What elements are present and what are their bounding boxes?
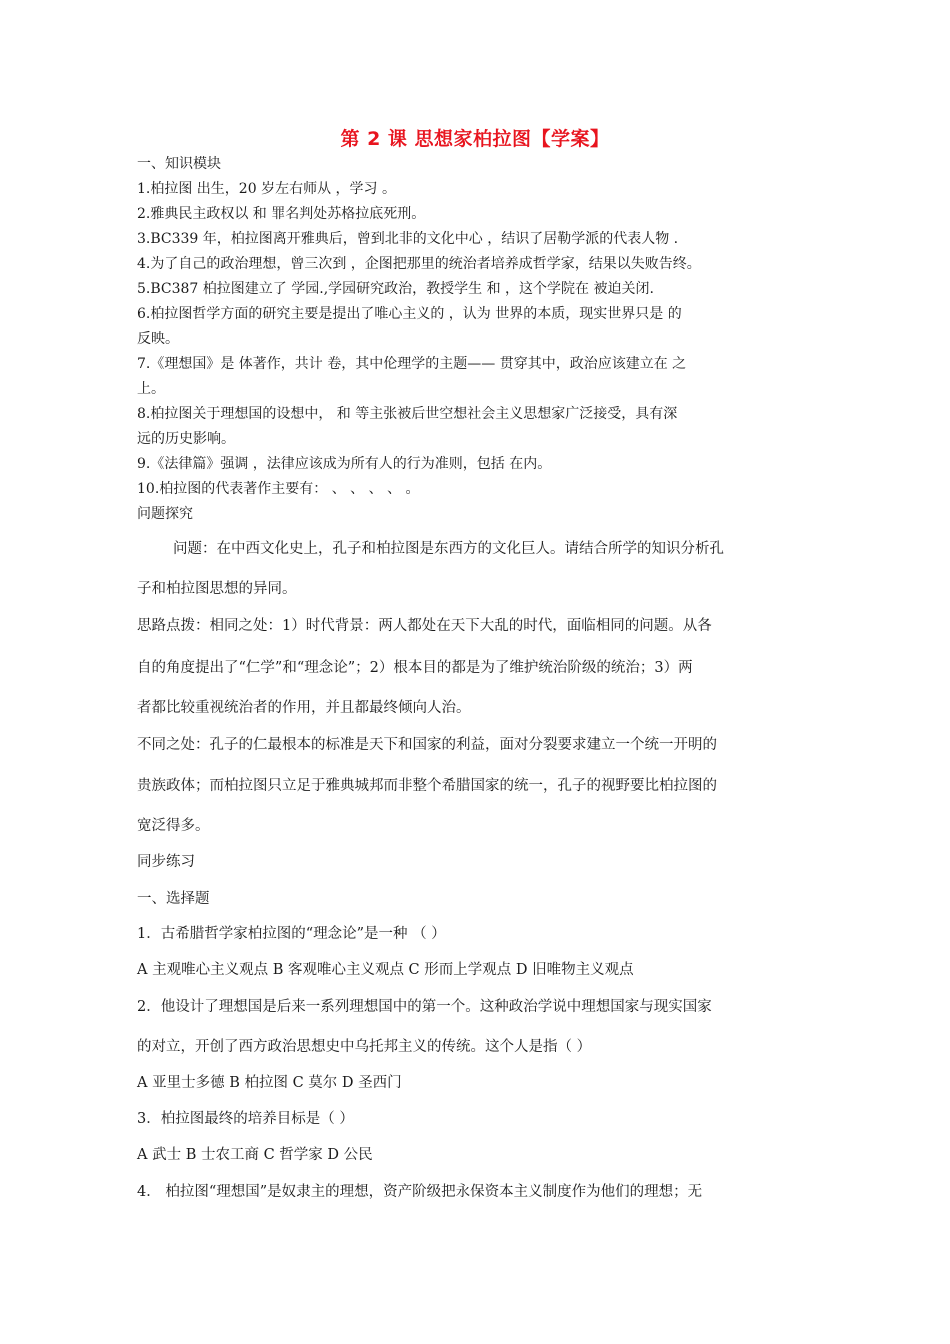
question-line: 3．柏拉图最终的培养目标是（ ） [137, 1111, 354, 1127]
knowledge-line: 10.柏拉图的代表著作主要有： 、 、 、 、 。 [137, 481, 420, 497]
knowledge-module [137, 152, 813, 527]
knowledge-line: 4.为了自己的政治理想，曾三次到 ，企图把那里的统治者培养成哲学家，结果以失败告终。 [137, 256, 701, 272]
knowledge-line: 3.BC339 年，柏拉图离开雅典后，曾到北非的文化中心 ，结识了居勒学派的代表人物 . [137, 231, 679, 247]
question-text-cont: 子和柏拉图思想的异同。 [137, 581, 297, 597]
hint-line: 思路点拨：相同之处：1）时代背景：两人都处在天下大乱的时代，面临相同的问题。从各 [137, 618, 712, 634]
knowledge-line: 上。 [137, 381, 165, 397]
question-line: A 主观唯心主义观点 B 客观唯心主义观点 C 形而上学观点 D 旧唯物主义观点 [137, 962, 634, 978]
knowledge-line: 9.《法律篇》强调 ，法律应该成为所有人的行为准则，包括 在内。 [137, 456, 552, 472]
knowledge-line: 2.雅典民主政权以 和 罪名判处苏格拉底死刑。 [137, 206, 426, 222]
question-line: 4． 柏拉图“理想国”是奴隶主的理想，资产阶级把永保资本主义制度作为他们的理想；无 [137, 1184, 703, 1200]
choice-heading: 一、选择题 [137, 891, 210, 907]
knowledge-line: 6.柏拉图哲学方面的研究主要是提出了唯心主义的 ，认为 世界的本质，现实世界只是 的 [137, 306, 682, 322]
knowledge-line: 7.《理想国》是 体著作，共计 卷，其中伦理学的主题—— 贯穿其中，政治应该建立在 之 [137, 356, 687, 372]
question-text: 问题：在中西文化史上，孔子和柏拉图是东西方的文化巨人。请结合所学的知识分析孔 [173, 541, 724, 557]
lesson-title: 第 2 课 思想家柏拉图【学案】 [340, 128, 610, 150]
module-heading: 一、知识模块 [137, 156, 221, 172]
practice-heading: 同步练习 [137, 854, 195, 870]
knowledge-line: 5.BC387 柏拉图建立了 学园.,学园研究政治，教授学生 和 ，这个学院在 被迫关闭. [137, 281, 654, 297]
question-line: 1．古希腊哲学家柏拉图的“理念论”是一种 （ ） [137, 926, 446, 942]
knowledge-line: 反映。 [137, 331, 179, 347]
hint-line: 贵族政体；而柏拉图只立足于雅典城邦而非整个希腊国家的统一，孔子的视野要比柏拉图的 [137, 778, 717, 794]
explore-heading: 问题探究 [137, 506, 193, 522]
knowledge-line: 1.柏拉图 出生，20 岁左右师从 ，学习 。 [137, 181, 396, 197]
question-line: A 武士 B 士农工商 C 哲学家 D 公民 [137, 1147, 373, 1163]
question-line: 的对立，开创了西方政治思想史中乌托邦主义的传统。这个人是指（ ） [137, 1039, 592, 1055]
hint-line: 宽泛得多。 [137, 818, 210, 834]
question-line: 2．他设计了理想国是后来一系列理想国中的第一个。这种政治学说中理想国家与现实国家 [137, 999, 712, 1015]
knowledge-line: 8.柏拉图关于理想国的设想中， 和 等主张被后世空想社会主义思想家广泛接受，具有深 [137, 406, 678, 422]
hint-line: 不同之处：孔子的仁最根本的标准是天下和国家的利益，面对分裂要求建立一个统一开明的 [137, 737, 717, 753]
hint-line: 者都比较重视统治者的作用，并且都最终倾向人治。 [137, 700, 471, 716]
question-line: A 亚里士多德 B 柏拉图 C 莫尔 D 圣西门 [137, 1075, 402, 1091]
knowledge-line: 远的历史影响。 [137, 431, 235, 447]
hint-line: 自的角度提出了“仁学”和“理念论”；2）根本目的都是为了维护统治阶级的统治；3）两 [137, 660, 693, 676]
